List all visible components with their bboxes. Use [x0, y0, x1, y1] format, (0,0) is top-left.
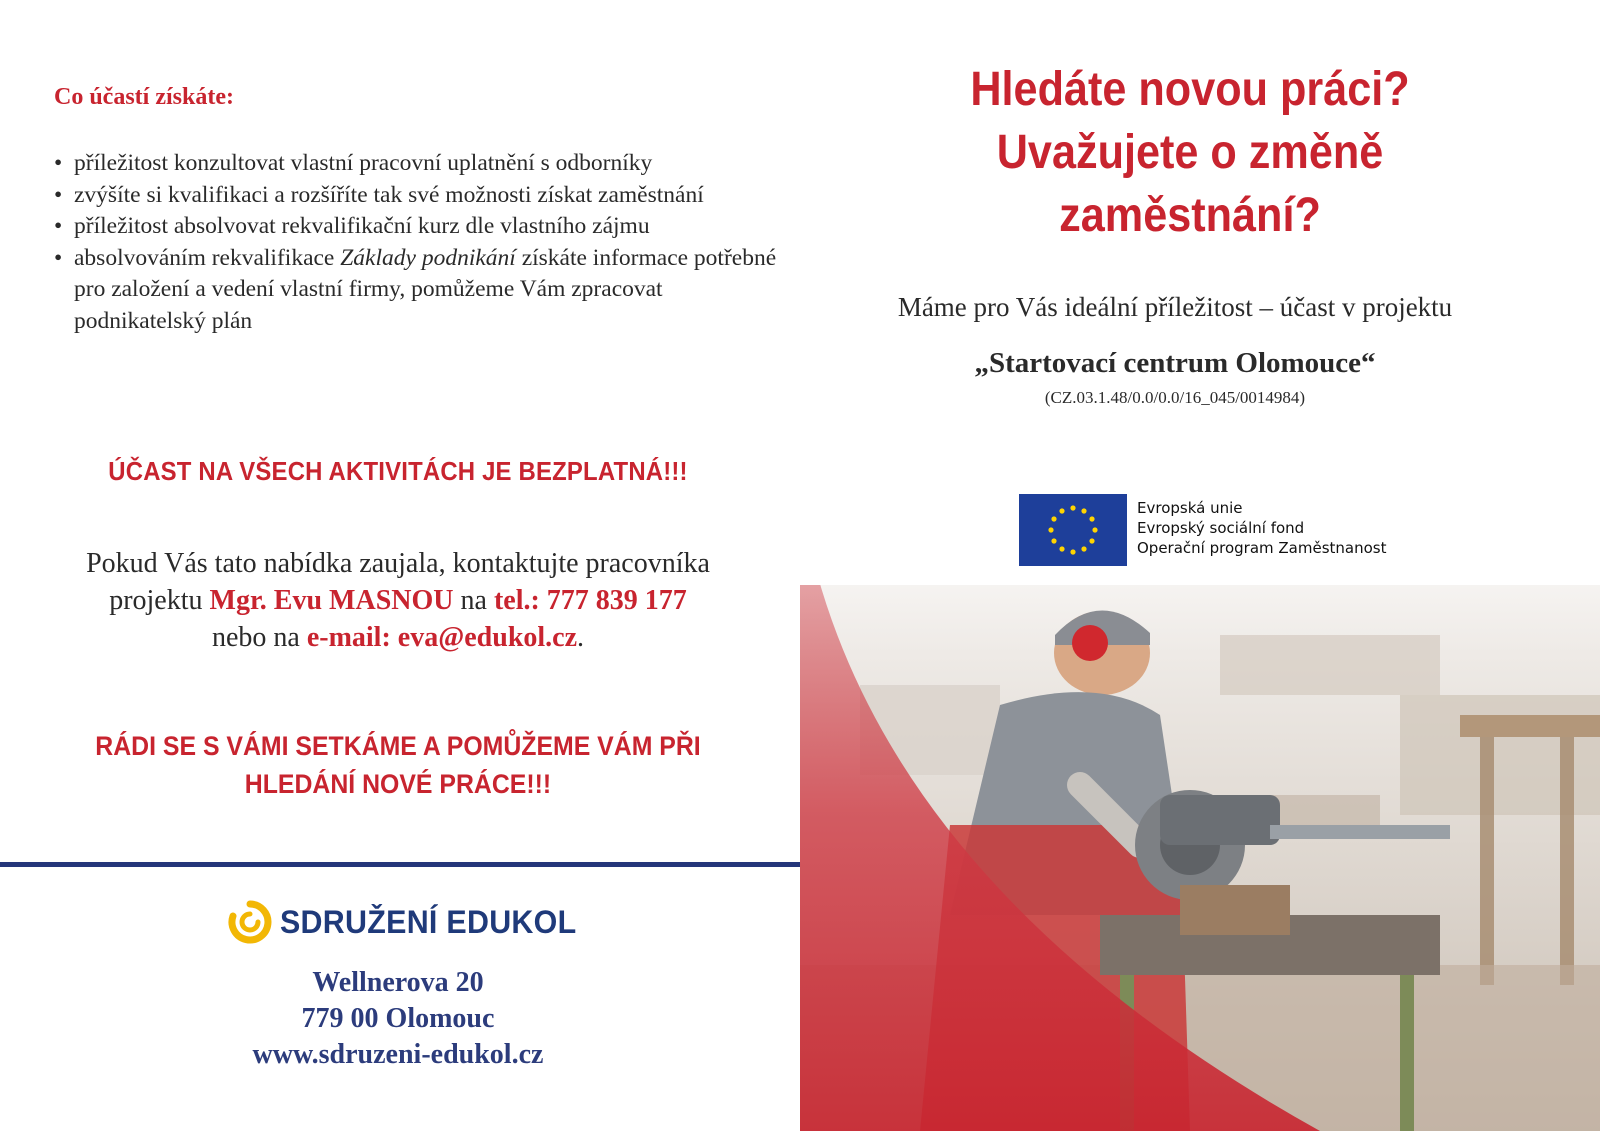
eu-line: Evropská unie: [1137, 499, 1243, 517]
contact-text: projektu: [109, 585, 210, 616]
contact-email[interactable]: e-mail: eva@edukol.cz: [306, 622, 578, 653]
closing-message: RÁDI SE S VÁMI SETKÁME A POMŮŽEME VÁM PŘI HLEDÁNÍ NOVÉ PRÁCE!!!: [95, 731, 701, 799]
benefit-item: • příležitost konzultovat vlastní pracovní uplatnění s odborníky: [54, 148, 794, 180]
divider: [0, 862, 800, 867]
address-street: Wellnerova 20: [312, 967, 484, 998]
contact-line: Pokud Vás tato nabídka zaujala, kontaktujte pracovníka: [86, 548, 710, 579]
contact-person: Mgr. Evu MASNOU: [209, 585, 454, 616]
contact-text: nebo na: [211, 622, 307, 653]
workshop-photo: [800, 495, 1600, 1131]
contact-text: .: [577, 622, 585, 653]
benefit-item: [54, 243, 794, 338]
headline-line: Hledáte novou práci?: [970, 63, 1410, 116]
project-name: „Startovací centrum Olomouce“: [974, 347, 1376, 379]
eu-line: Operační program Zaměstnanost: [1137, 539, 1387, 557]
benefits-list: [54, 148, 794, 337]
benefit-text: absolvováním rekvalifikace: [74, 244, 341, 271]
project-intro: Máme pro Vás ideální příležitost – účast v projektu: [897, 292, 1453, 322]
eu-flag-icon: [1019, 494, 1127, 566]
benefit-item: • zvýšíte si kvalifikaci a rozšíříte tak své možnosti získat zaměstnání: [54, 180, 794, 212]
headline-line: zaměstnání?: [1059, 189, 1321, 242]
address-block: [0, 965, 796, 1073]
contact-line: [0, 582, 796, 619]
eu-text: [1137, 494, 1387, 558]
benefit-item: • příležitost absolvovat rekvalifikační kurz dle vlastního zájmu: [54, 211, 794, 243]
eu-funding-logo: [1019, 494, 1387, 566]
headline-line: Uvažujete o změně: [996, 126, 1384, 179]
edukol-logo-text: SDRUŽENÍ EDUKOL: [280, 903, 577, 940]
benefits-heading: Co účastí získáte:: [54, 84, 234, 110]
contact-paragraph: [0, 545, 796, 656]
edukol-logo-icon: [228, 900, 272, 944]
main-headline: [947, 58, 1433, 247]
contact-text: na: [453, 585, 494, 616]
eu-line: Evropský sociální fond: [1137, 519, 1305, 537]
project-code: (CZ.03.1.48/0.0/0.0/16_045/0014984): [1044, 388, 1306, 407]
address-city: 779 00 Olomouc: [301, 1003, 495, 1034]
edukol-logo: [228, 900, 592, 944]
benefit-text: získáte informace potřebné pro založení a vedení vlastní firmy, pomůžeme Vám zpracovat podnikatelský plán: [74, 244, 777, 334]
free-participation-banner: ÚČAST NA VŠECH AKTIVITÁCH JE BEZPLATNÁ!!!: [108, 456, 688, 486]
benefit-course-name: Základy podnikání: [340, 244, 516, 271]
contact-phone[interactable]: tel.: 777 839 177: [493, 585, 687, 616]
website-link[interactable]: www.sdruzeni-edukol.cz: [252, 1039, 544, 1070]
contact-line: [0, 619, 796, 656]
